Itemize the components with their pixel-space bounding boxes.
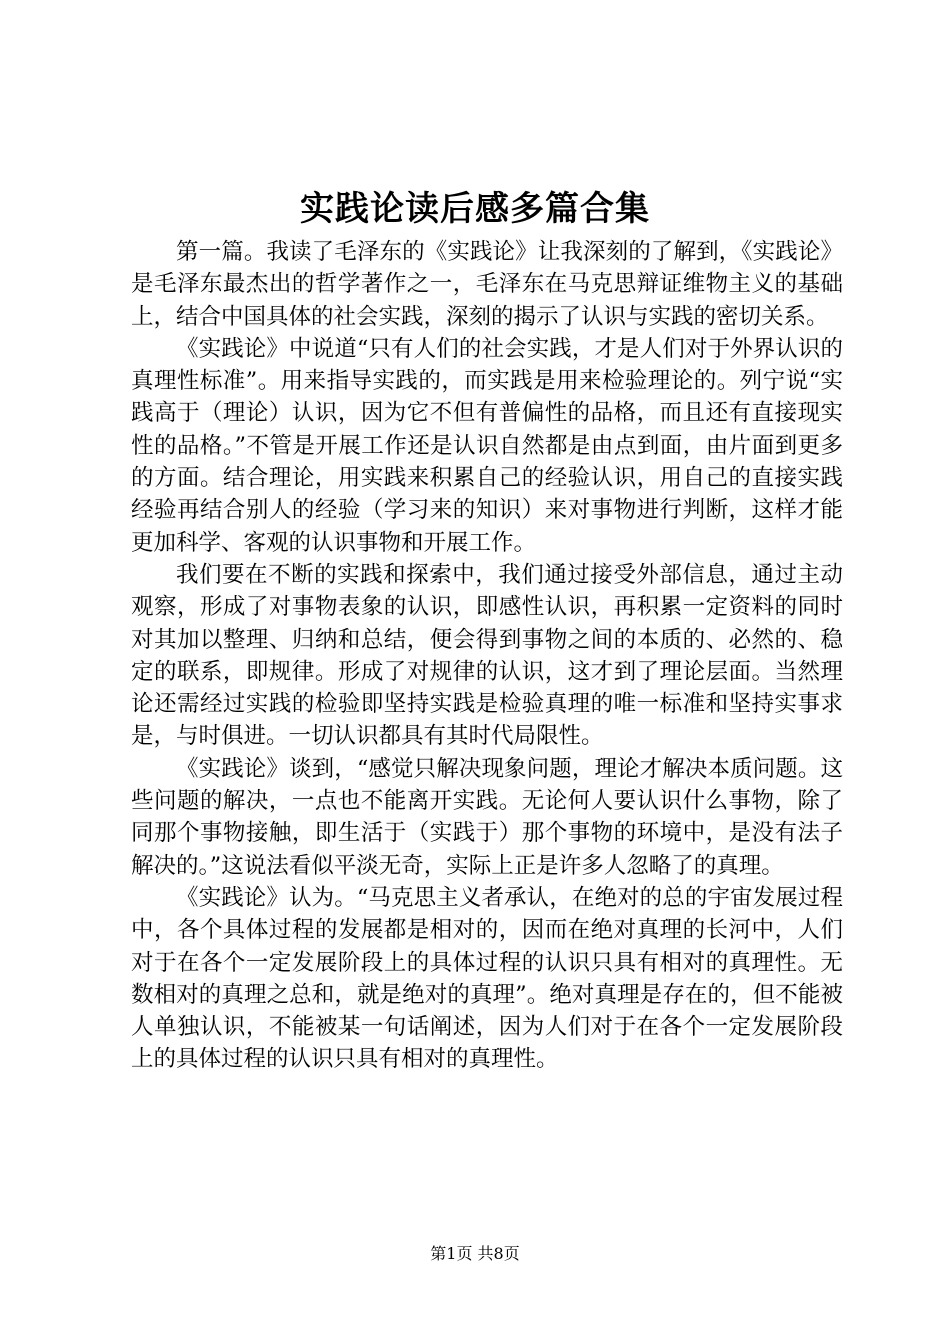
paragraph-3: 我们要在不断的实践和探索中，我们通过接受外部信息，通过主动观察，形成了对事物表象的认识，即感性认识，再积累一定资料的同时对其加以整理、归纳和总结，便会得到事物之间的本质的、必然的、稳定的联系，即规律。形成了对规律的认识，这才到了理论层面。当然理论还需经过实践的检验即坚持实践是检验真理的唯一标准和坚持实事求是，与时俱进。一切认识都具有其时代局限性。 [131, 561, 843, 750]
paragraph-5: 《实践论》认为。“马克思主义者承认，在绝对的总的宇宙发展过程中，各个具体过程的发展都是相对的，因而在绝对真理的长河中，人们对于在各个一定发展阶段上的具体过程的认识只具有相对的真理性。无数相对的真理之总和，就是绝对的真理”。绝对真理是存在的，但不能被人单独认识，不能被某一句话阐述，因为人们对于在各个一定发展阶段上的具体过程的认识只具有相对的真理性。 [131, 884, 843, 1073]
document-title: 实践论读后感多篇合集 [300, 189, 650, 229]
paragraph-4: 《实践论》谈到，“感觉只解决现象问题，理论才解决本质问题。这些问题的解决，一点也不能离开实践。无论何人要认识什么事物，除了同那个事物接触，即生活于（实践于）那个事物的环境中，是没有法子解决的。”这说法看似平淡无奇，实际上正是许多人忽略了的真理。 [131, 755, 843, 879]
document-body [131, 236, 843, 1076]
paragraph-2: 《实践论》中说道“只有人们的社会实践，才是人们对于外界认识的真理性标准”。用来指导实践的，而实践是用来检验理论的。列宁说“实践高于（理论）认识，因为它不但有普偏性的品格，而且还有直接现实性的品格。”不管是开展工作还是认识自然都是由点到面，由片面到更多的方面。结合理论，用实践来积累自己的经验认识，用自己的直接实践经验再结合别人的经验（学习来的知识）来对事物进行判断，这样才能更加科学、客观的认识事物和开展工作。 [131, 335, 843, 556]
paragraph-1: 第一篇。我读了毛泽东的《实践论》让我深刻的了解到，《实践论》是毛泽东最杰出的哲学著作之一，毛泽东在马克思辩证维物主义的基础上，结合中国具体的社会实践，深刻的揭示了认识与实践的密切关系。 [131, 239, 843, 330]
page-footer: 第1页 共8页 [430, 1244, 520, 1263]
